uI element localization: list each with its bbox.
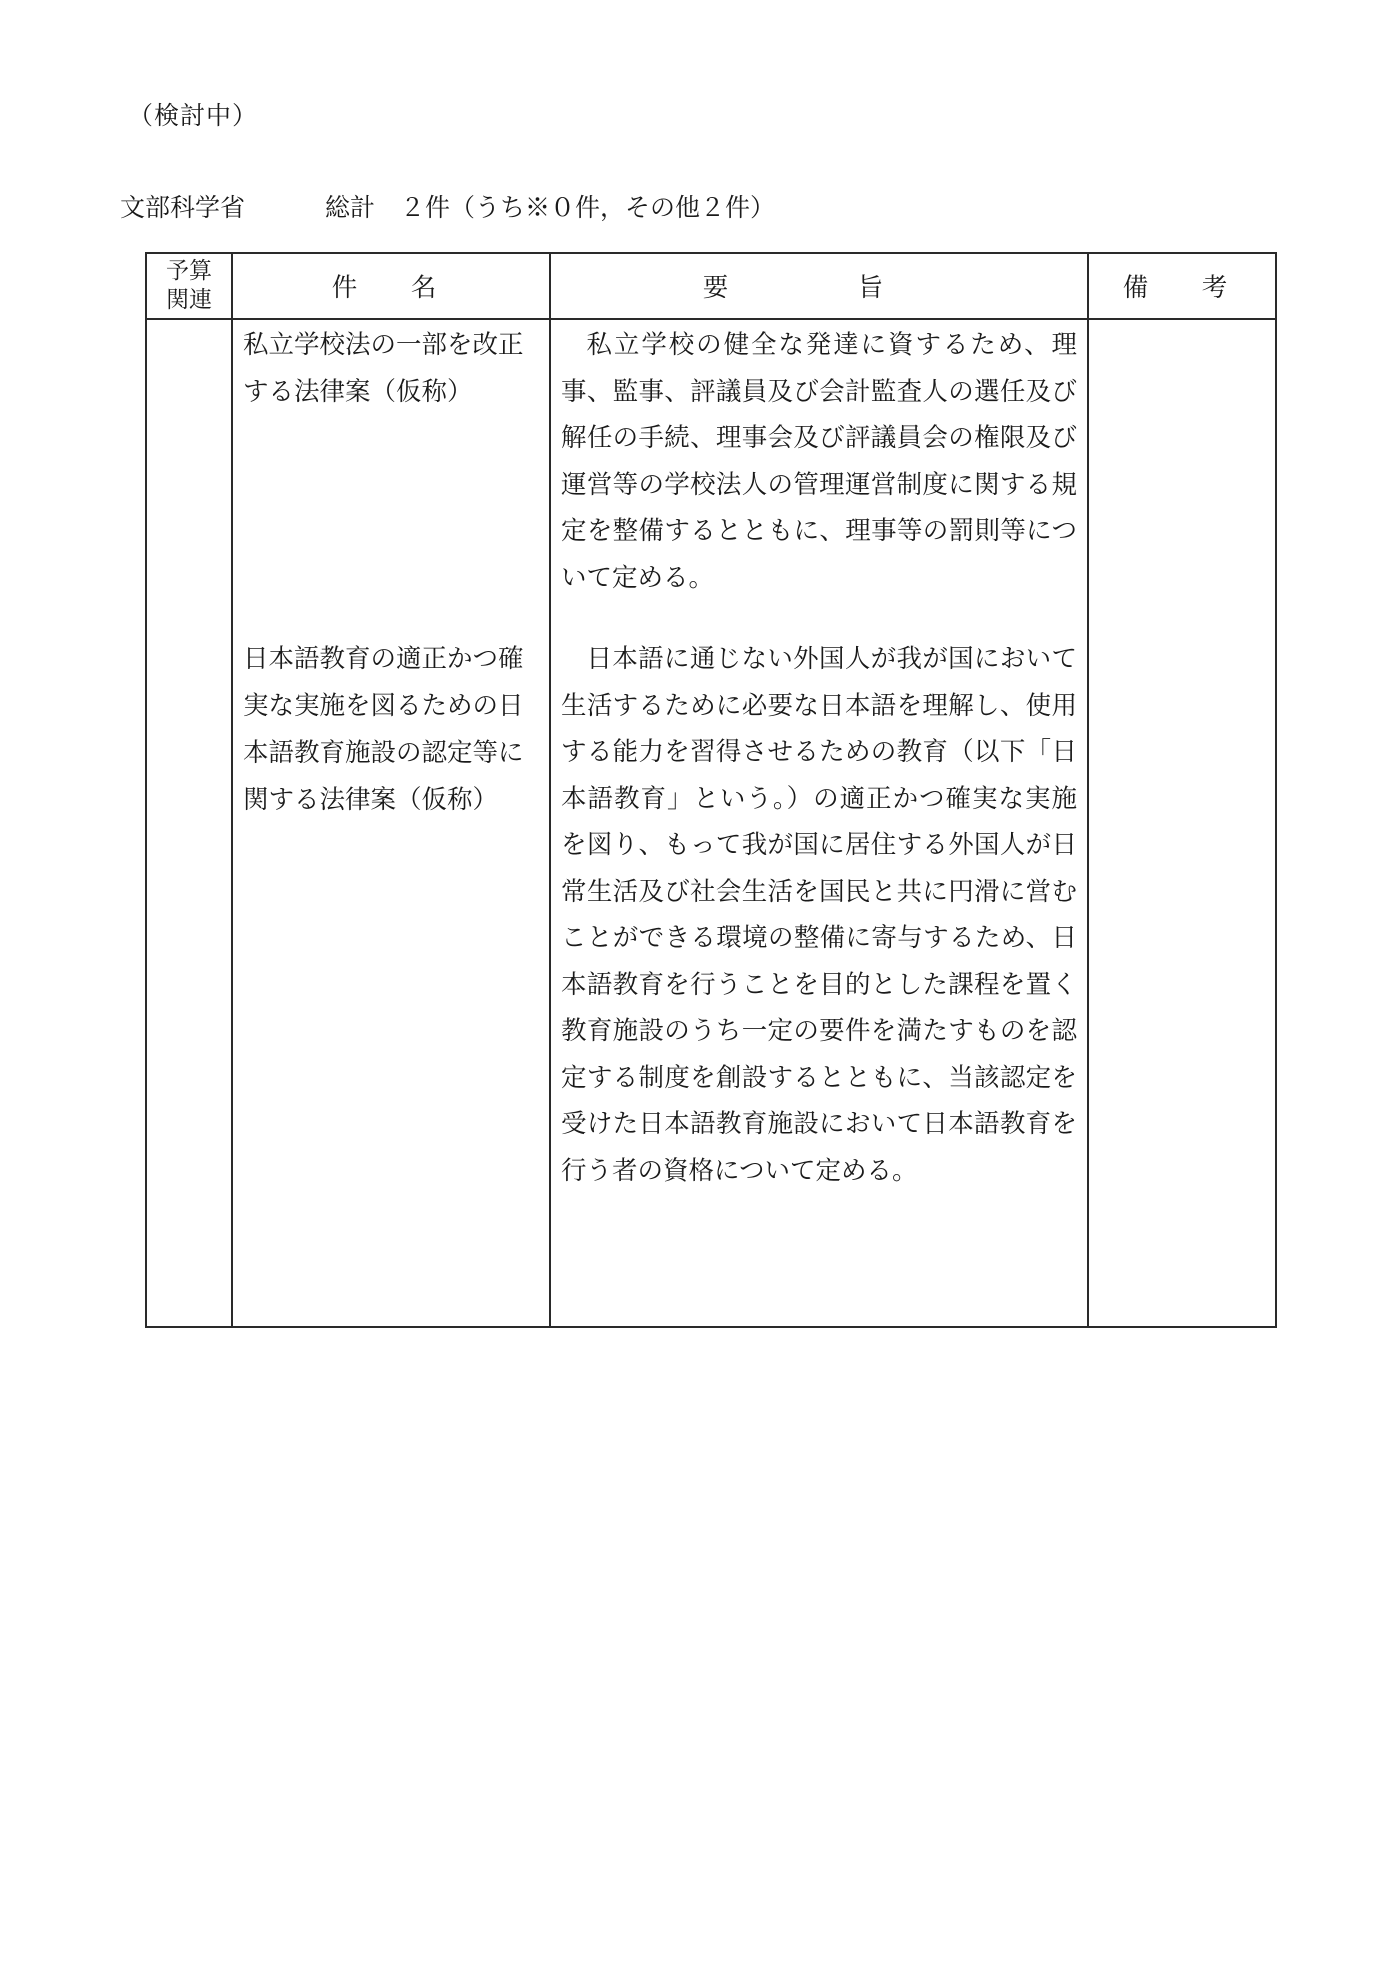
- remarks-1: [1099, 322, 1265, 636]
- budget-cell: [146, 319, 232, 1327]
- bill-name-1: 私立学校法の一部を改正する法律案（仮称）: [243, 330, 524, 407]
- ministry-name: 文部科学省: [120, 193, 246, 222]
- document-status: （検討中）: [128, 101, 259, 130]
- header-remarks: 備 考: [1088, 253, 1276, 319]
- bill-name-2: 日本語教育の適正かつ確実な実施を図るための日本語教育施設の認定等に関する法律案（仮称）: [243, 644, 524, 815]
- summary-cell: [550, 319, 1088, 1327]
- bill-totals: 総計 ２件（うち※０件，その他２件）: [325, 193, 776, 222]
- bills-table: [145, 252, 1277, 1328]
- bill-name-cell: [232, 319, 550, 1327]
- header-budget-line1: 予算: [166, 258, 212, 284]
- budget-related-1: [157, 322, 221, 636]
- bill-summary-2: 日本語に通じない外国人が我が国において生活するために必要な日本語を理解し、使用する能力を習得させるための教育（以下「日本語教育」という。）の適正かつ確実な実施を図り、もって我が国に居住する外国人が日常生活及び社会生活を国民と共に円滑に営むことができる環境の整備に寄与するため、日本語教育を行うことを目的とした課程を置く教育施設のうち一定の要件を満たすものを認定する制度を創設するとともに、当該認定を受けた日本語教育施設において日本語教育を行う者の資格について定める。: [561, 644, 1077, 1186]
- ministry-summary-line: [120, 188, 775, 224]
- table-header-row: [146, 253, 1276, 319]
- table-row: [146, 319, 1276, 1327]
- header-bill-name: 件 名: [232, 253, 550, 319]
- bill-summary-1: 私立学校の健全な発達に資するため、理事、監事、評議員及び会計監査人の選任及び解任の手続、理事会及び評議員会の権限及び運営等の学校法人の管理運営制度に関する規定を整備するとともに、理事等の罰則等について定める。: [561, 330, 1077, 593]
- remarks-cell: [1088, 319, 1276, 1327]
- header-budget-related: [146, 253, 232, 319]
- header-summary: 要 旨: [550, 253, 1088, 319]
- header-budget-line2: 関連: [166, 287, 212, 313]
